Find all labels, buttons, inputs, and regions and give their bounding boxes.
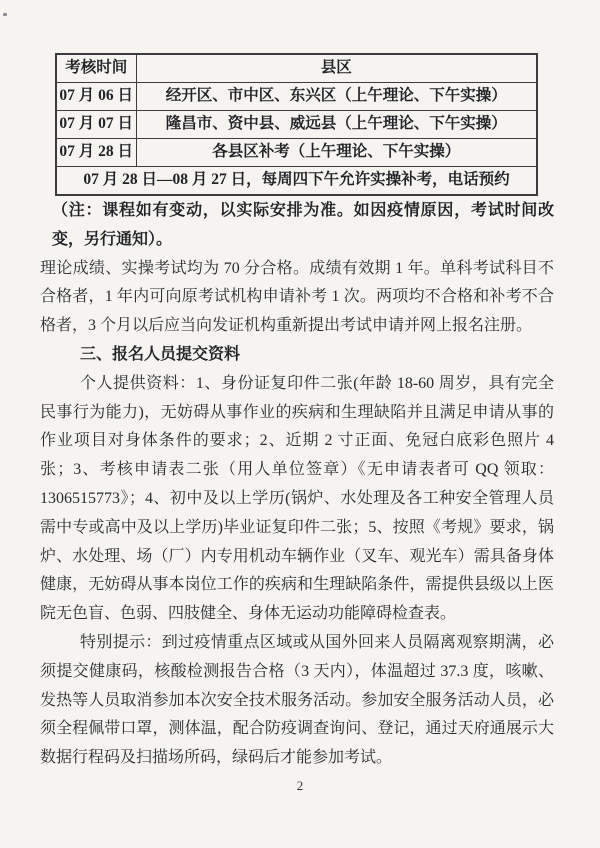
document-body bbox=[40, 197, 554, 773]
table-row bbox=[56, 111, 537, 139]
table-row bbox=[56, 139, 537, 167]
exam-schedule-table bbox=[55, 53, 538, 196]
table-header-row bbox=[56, 54, 537, 83]
exam-district-cell: 经开区、市中区、东兴区（上午理论、下午实操） bbox=[136, 83, 537, 111]
exam-date-cell: 07 月 06 日 bbox=[56, 83, 136, 111]
makeup-exam-note-cell: 07 月 28 日—08 月 27 日，每周四下午允许实操补考，电话预约 bbox=[56, 167, 537, 196]
exam-district-cell: 各县区补考（上午理论、下午实操） bbox=[136, 139, 537, 167]
exam-date-cell: 07 月 07 日 bbox=[56, 111, 136, 139]
page-number: 2 bbox=[296, 778, 304, 793]
table-footer-row bbox=[56, 167, 537, 196]
exam-district-cell: 隆昌市、资中县、威远县（上午理论、下午实操） bbox=[136, 111, 537, 139]
score-rules-paragraph: 理论成绩、实操考试均为 70 分合格。成绩有效期 1 年。单科考试科目不合格者，1 年内可向原考试机构申请补考 1 次。两项均不合格和补考不合格者，3 个月以后应当向发证机构重新提出考试申请并网上报名注册。 bbox=[40, 259, 554, 335]
section-heading: 三、报名人员提交资料 bbox=[80, 345, 241, 363]
special-notice-paragraph: 特别提示：到过疫情重点区域或从国外回来人员隔离观察期满，必须提交健康码，核酸检测报告合格（3 天内），体温超过 37.3 度，咳嗽、发热等人员取消参加本次安全技术服务活动。参加安全服务活动人员，必须全程佩带口罩，测体温，配合防疫调查询问、登记，通过天府通展示大数据行程码及扫描场所码，绿码后才能参加考试。 bbox=[40, 633, 554, 767]
header-cell-time: 考核时间 bbox=[56, 54, 136, 83]
table-row bbox=[56, 83, 537, 111]
materials-paragraph: 个人提供资料：1、身份证复印件二张(年龄 18-60 周岁，具有完全民事行为能力)，无妨碍从事作业的疾病和生理缺陷并且满足申请从事的作业项目对身体条件的要求；2、近期 2 寸正面、免冠白底彩色照片 4 张；3、考核申请表二张（用人单位签章）《无申请表者可 QQ 领取：1306515773》；4、初中及以上学历(锅炉、水处理及各工种安全管理人员需中专或高中及以上学历)毕业证复印件二张；5、按照《考规》要求，锅炉、水处理、场（厂）内专用机动车辆作业（叉车、观光车）需具备身体健康，无妨碍从事本岗位工作的疾病和生理缺陷条件，需提供县级以上医院无色盲、色弱、四肢健全、身体无运动功能障碍检查表。 bbox=[40, 374, 554, 623]
exam-date-cell: 07 月 28 日 bbox=[56, 139, 136, 167]
schedule-note-paragraph: （注：课程如有变动，以实际安排为准。如因疫情原因，考试时间改变，另行通知）。 bbox=[52, 202, 554, 248]
header-cell-district: 县区 bbox=[136, 54, 537, 83]
scan-artifact bbox=[3, 13, 7, 16]
